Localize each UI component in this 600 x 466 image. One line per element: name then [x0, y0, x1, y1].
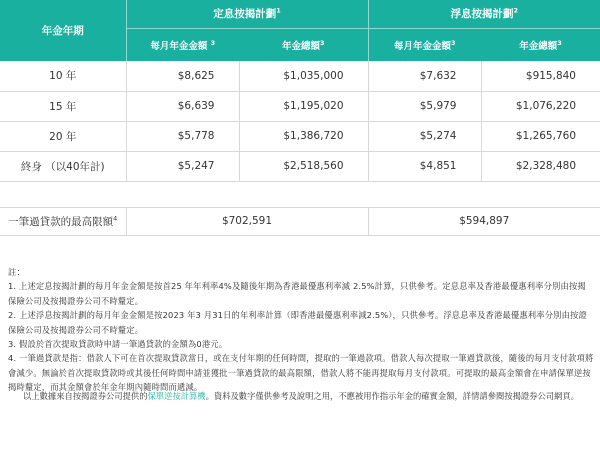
table-row: [0, 151, 600, 181]
term-cell: 終身 （以40年計): [0, 151, 126, 181]
term-cell: 15 年: [0, 91, 126, 121]
notes-title: 註：: [8, 267, 25, 277]
notes-section: [8, 265, 594, 395]
annuity-term-header: 年金年期: [0, 0, 126, 61]
fixed-total-header: 年金總額$^3$: [239, 28, 368, 61]
floating-total-cell: $2,328,480: [481, 151, 600, 181]
fixed-total-cell: $1,195,020: [239, 91, 368, 121]
fixed-total-cell: $2,518,560: [239, 151, 368, 181]
fixed-total-cell: $1,035,000: [239, 61, 368, 91]
table-row: [0, 61, 600, 91]
table-header-row-1: [0, 0, 600, 28]
max-loan-floating-value: $594,897: [368, 207, 600, 235]
footer-disclaimer: [10, 389, 592, 403]
term-cell: 20 年: [0, 121, 126, 151]
note-item-2: 2. 上述浮息按揭計劃的每月年金金額是按2023 年3 月31日的年利率計算（即香港最優惠利率減2.5%），只供參考。浮息息率及香港最優惠利率分別由按證保險公司及按揭證券公司不時釐定。: [8, 310, 587, 335]
footer-text-after: 。資料及數字僅供參考及說明之用，不應被用作指示年金的確實金額，詳情請參閱按揭證券公司網頁。: [205, 391, 579, 401]
table-row: [0, 91, 600, 121]
fixed-plan-header: 定息按揭計劃$^1$: [126, 0, 368, 28]
floating-monthly-cell: $5,274: [368, 121, 481, 151]
floating-total-cell: $915,840: [481, 61, 600, 91]
floating-total-header: 年金總額$^3$: [481, 28, 600, 61]
max-loan-label: 一筆過貸款的最高限額$^4$: [0, 207, 126, 235]
table-row: [0, 121, 600, 151]
max-loan-fixed-value: $702,591: [126, 207, 368, 235]
fixed-monthly-header: 每月年金金額 $^3$: [126, 28, 239, 61]
fixed-monthly-cell: $8,625: [126, 61, 239, 91]
term-cell: 10 年: [0, 61, 126, 91]
fixed-total-cell: $1,386,720: [239, 121, 368, 151]
floating-monthly-cell: $5,979: [368, 91, 481, 121]
floating-monthly-cell: $4,851: [368, 151, 481, 181]
footer-text-before: 以上數據來自按揭證券公司提供的: [23, 391, 148, 401]
fixed-monthly-cell: $6,639: [126, 91, 239, 121]
note-item-1: 1. 上述定息按揭計劃的每月年金金額是按首25 年年利率4%及隨後年期為香港最優惠利率減 2.5%計算，只供參考。定息息率及香港最優惠利率分別由按揭保險公司及按揭證券公司不時釐定。: [8, 281, 586, 306]
table-spacer: [0, 181, 600, 207]
max-loan-row: [0, 207, 600, 235]
fixed-monthly-cell: $5,247: [126, 151, 239, 181]
note-item-3: 3. 假設於首次提取貸款時申請一筆過貸款的金額為0港元。: [8, 339, 228, 350]
calculator-link[interactable]: 保單逆按計算機: [147, 391, 206, 401]
floating-plan-header: 浮息按揭計劃$^2$: [368, 0, 600, 28]
floating-monthly-cell: $7,632: [368, 61, 481, 91]
note-item-4: 4. 一筆過貸款是指：借款人下可在首次提取貸款當日，或在支付年期的任何時間，提取的一筆過款項。借款人每次提取一筆過貸款後，隨後的每月支付款項將會減少。無論於首次提取貸款時或其後任何時間申請並獲批一筆過貸款的最高限額，借款人將不能再提取每月支付款項。可提取的最高金額會在申請保單逆按揭時釐定，而其金額會於年金年期內隨時間而遞減。: [8, 353, 594, 393]
floating-total-cell: $1,076,220: [481, 91, 600, 121]
floating-monthly-header: 每月年金金額$^3$: [368, 28, 481, 61]
fixed-monthly-cell: $5,778: [126, 121, 239, 151]
floating-total-cell: $1,265,760: [481, 121, 600, 151]
